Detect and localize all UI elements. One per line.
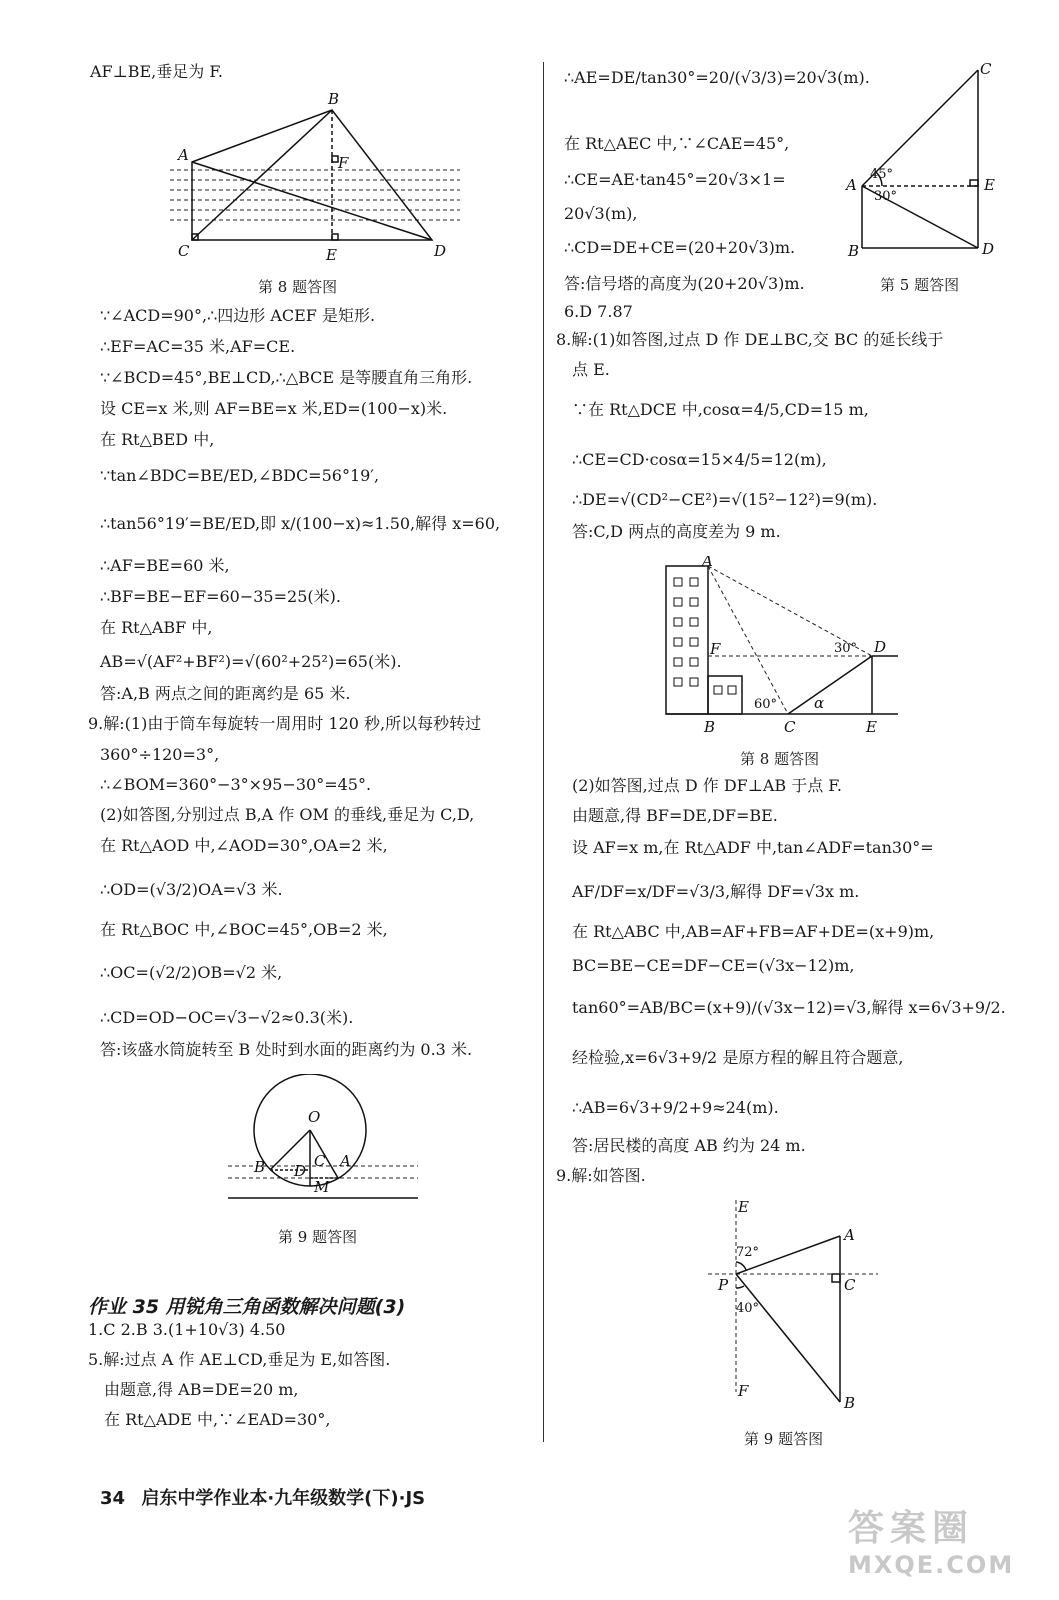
- caption: 第 8 题答图: [258, 278, 338, 296]
- text-line: 360°÷120=3°,: [100, 745, 220, 764]
- watermark: [848, 1500, 1038, 1592]
- text-line: ∴CE=AE·tan45°=20√3×1=: [564, 170, 786, 189]
- text-line: 答:信号塔的高度为(20+20√3)m.: [564, 274, 805, 293]
- text-line: 在 Rt△AOD 中,∠AOD=30°,OA=2 米,: [100, 836, 388, 855]
- text-line: 在 Rt△ADE 中,∵∠EAD=30°,: [104, 1410, 331, 1429]
- text-line: tan60°=AB/BC=(x+9)/(√3x−12)=√3,解得 x=6√3+9/2.: [572, 998, 1006, 1017]
- text-line: ∴CE=CD·cosα=15×4/5=12(m),: [572, 450, 827, 469]
- label: B: [254, 1158, 266, 1176]
- text-line: 点 E.: [572, 360, 610, 379]
- text-line: 在 Rt△ABF 中,: [100, 618, 213, 637]
- text-line: ∵tan∠BDC=BE/ED,∠BDC=56°19′,: [100, 466, 380, 485]
- label: C: [844, 1276, 856, 1294]
- text-line: ∴∠BOM=360°−3°×95−30°=45°.: [100, 775, 372, 794]
- text-line: (2)如答图,过点 D 作 DF⊥AB 于点 F.: [572, 776, 842, 795]
- label: E: [984, 176, 995, 194]
- text-line: 在 Rt△BED 中,: [100, 430, 215, 449]
- text-line: ∴tan56°19′=BE/ED,即 x/(100−x)≈1.50,解得 x=60,: [100, 514, 501, 533]
- figure-9-right: [708, 1196, 888, 1416]
- text-line: (2)如答图,分别过点 B,A 作 OM 的垂线,垂足为 C,D,: [100, 805, 475, 824]
- label: B: [844, 1394, 856, 1412]
- text-line: 由题意,得 AB=DE=20 m,: [104, 1380, 299, 1399]
- column-divider: [543, 62, 544, 1442]
- label: M: [314, 1178, 330, 1196]
- caption: 第 9 题答图: [744, 1430, 824, 1448]
- text-line: ∴BF=BE−EF=60−35=25(米).: [100, 587, 341, 606]
- label: F: [338, 154, 349, 172]
- label: F: [710, 640, 721, 658]
- watermark-title: 答案圈: [848, 1508, 975, 1549]
- section-title: 作业 35 用锐角三角函数解决问题(3): [88, 1296, 406, 1318]
- text-line: 设 CE=x 米,则 AF=BE=x 米,ED=(100−x)米.: [100, 399, 448, 418]
- book-title: 启东中学作业本·九年级数学(下)·JS: [141, 1488, 426, 1509]
- text-line: 设 AF=x m,在 Rt△ADF 中,tan∠ADF=tan30°=: [572, 838, 934, 857]
- label: α: [814, 694, 825, 712]
- page-number: 34: [100, 1488, 126, 1509]
- text-line: BC=BE−CE=DF−CE=(√3x−12)m,: [572, 956, 855, 975]
- label: C: [178, 242, 190, 260]
- text-line: ∴CD=DE+CE=(20+20√3)m.: [564, 238, 796, 257]
- label: C: [980, 60, 992, 78]
- text-line: 9.解:(1)由于筒车每旋转一周用时 120 秒,所以每秒转过: [88, 714, 482, 733]
- text-line: 9.解:如答图.: [556, 1166, 646, 1185]
- text-line: ∵在 Rt△DCE 中,cosα=4/5,CD=15 m,: [572, 400, 869, 419]
- label: E: [326, 246, 337, 264]
- text-line: 在 Rt△AEC 中,∵∠CAE=45°,: [564, 134, 790, 153]
- text-line: 由题意,得 BF=DE,DF=BE.: [572, 806, 778, 825]
- text-line: ∴CD=OD−OC=√3−√2≈0.3(米).: [100, 1008, 354, 1027]
- caption: 第 8 题答图: [740, 750, 820, 768]
- label: A: [846, 176, 857, 194]
- label: A: [340, 1152, 351, 1170]
- label: A: [844, 1226, 855, 1244]
- label: P: [718, 1276, 729, 1294]
- text-line: 8.解:(1)如答图,过点 D 作 DE⊥BC,交 BC 的延长线于: [556, 330, 944, 349]
- label: B: [848, 242, 860, 260]
- text-line: 答:A,B 两点之间的距离约是 65 米.: [100, 684, 351, 703]
- text-line: ∴DE=√(CD²−CE²)=√(15²−12²)=9(m).: [572, 490, 878, 509]
- label: B: [704, 718, 716, 736]
- text-line: 在 Rt△ABC 中,AB=AF+FB=AF+DE=(x+9)m,: [572, 922, 935, 941]
- label: D: [982, 240, 995, 258]
- text-line: 6.D 7.87: [564, 302, 633, 321]
- caption: 第 9 题答图: [278, 1228, 358, 1246]
- label: 60°: [754, 697, 778, 712]
- text-line: ∴AB=6√3+9/2+9≈24(m).: [572, 1098, 779, 1117]
- label: D: [434, 242, 447, 260]
- label: D: [294, 1162, 307, 1180]
- label: O: [308, 1108, 321, 1126]
- text-line: 20√3(m),: [564, 204, 638, 223]
- label: B: [328, 90, 340, 108]
- text-line: AF⊥BE,垂足为 F.: [90, 62, 224, 81]
- text-line: AF/DF=x/DF=√3/3,解得 DF=√3x m.: [572, 882, 860, 901]
- text-line: 在 Rt△BOC 中,∠BOC=45°,OB=2 米,: [100, 920, 388, 939]
- label: 30°: [834, 641, 858, 656]
- label: E: [866, 718, 877, 736]
- text-line: ∴AE=DE/tan30°=20/(√3/3)=20√3(m).: [564, 68, 870, 87]
- text-line: 经检验,x=6√3+9/2 是原方程的解且符合题意,: [572, 1048, 904, 1067]
- label: 45°: [870, 167, 894, 182]
- figure-5: [840, 56, 1000, 266]
- text-line: AB=√(AF²+BF²)=√(60²+25²)=65(米).: [100, 652, 402, 671]
- label: E: [738, 1198, 749, 1216]
- caption: 第 5 题答图: [880, 276, 960, 294]
- text-line: ∴OD=(√3/2)OA=√3 米.: [100, 880, 283, 899]
- text-line: 1.C 2.B 3.(1+10√3) 4.50: [88, 1320, 286, 1339]
- figure-8-right: [658, 556, 908, 736]
- text-line: 答:该盛水筒旋转至 B 处时到水面的距离约为 0.3 米.: [100, 1040, 473, 1059]
- text-line: ∵∠BCD=45°,BE⊥CD,∴△BCE 是等腰直角三角形.: [100, 368, 473, 387]
- label: A: [702, 556, 713, 570]
- page-footer: [100, 1484, 425, 1510]
- text-line: ∴OC=(√2/2)OB=√2 米,: [100, 963, 283, 982]
- label: F: [738, 1382, 749, 1400]
- text-line: 5.解:过点 A 作 AE⊥CD,垂足为 E,如答图.: [88, 1350, 391, 1369]
- label: A: [178, 146, 189, 164]
- figure-8-left: [170, 88, 460, 268]
- label: 40°: [736, 1301, 760, 1316]
- label: 30°: [874, 189, 898, 204]
- label: 72°: [736, 1245, 760, 1260]
- text-line: ∴AF=BE=60 米,: [100, 556, 230, 575]
- watermark-url: MXQE.COM: [848, 1551, 1015, 1579]
- label: D: [874, 638, 887, 656]
- text-line: 答:居民楼的高度 AB 约为 24 m.: [572, 1136, 806, 1155]
- figure-9-left: [228, 1074, 418, 1220]
- text-line: ∵∠ACD=90°,∴四边形 ACEF 是矩形.: [100, 306, 376, 325]
- label: C: [784, 718, 796, 736]
- text-line: ∴EF=AC=35 米,AF=CE.: [100, 337, 296, 356]
- label: C: [314, 1152, 326, 1170]
- text-line: 答:C,D 两点的高度差为 9 m.: [572, 522, 781, 541]
